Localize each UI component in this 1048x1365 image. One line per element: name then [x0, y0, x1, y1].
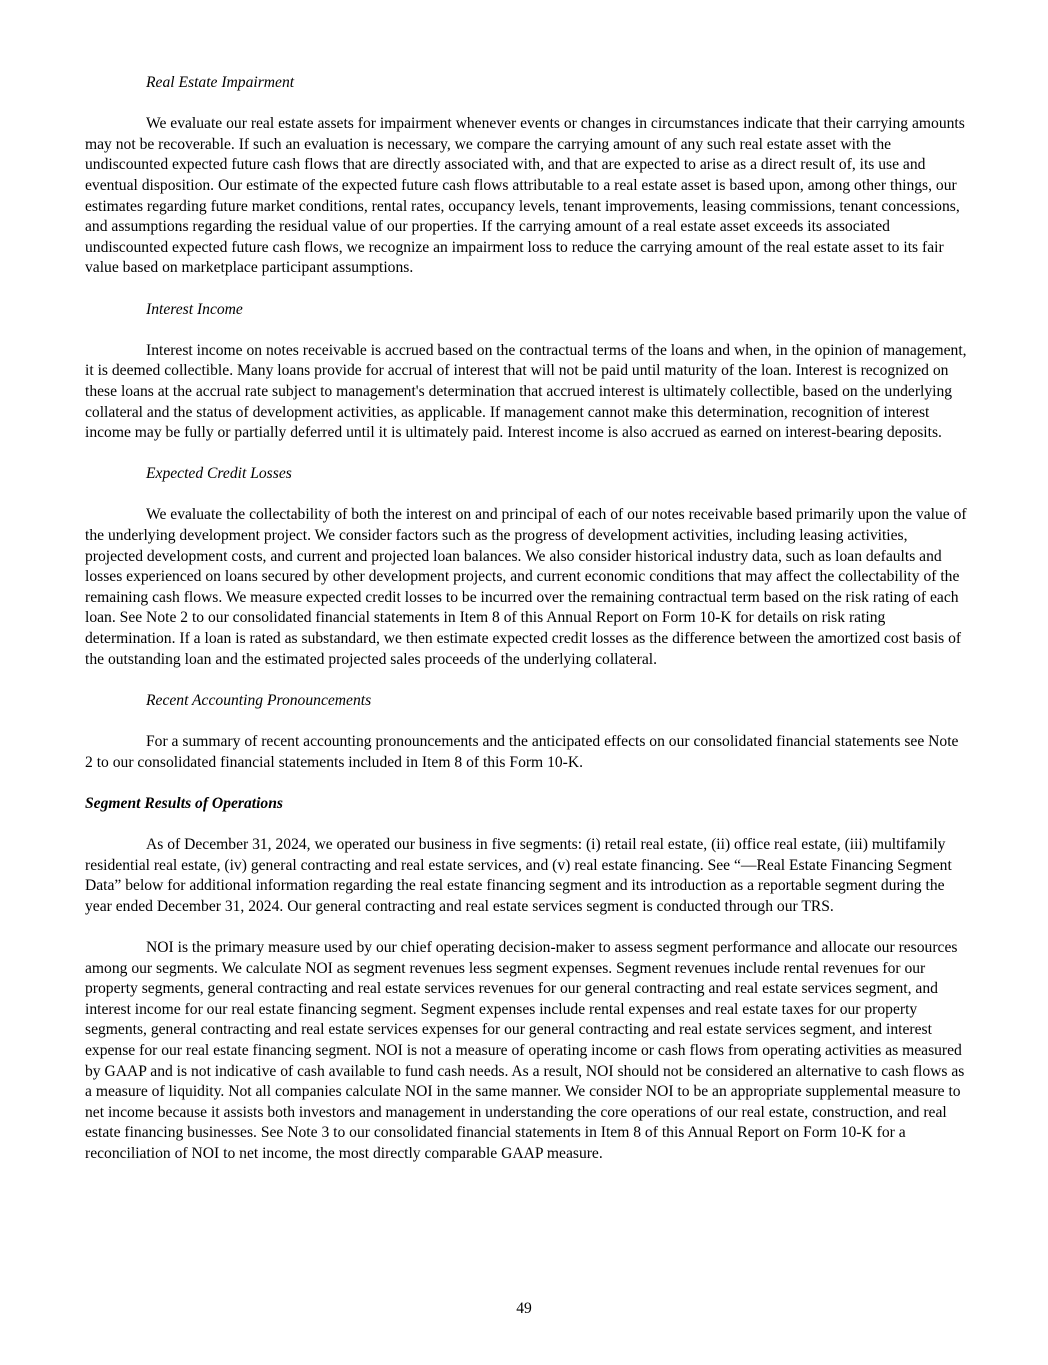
- page-number: 49: [516, 1300, 532, 1317]
- paragraph-noi-definition: NOI is the primary measure used by our chief operating decision-maker to assess segment performance and allocate our resources among our segments. We calculate NOI as segment revenues less segment expenses. Segment revenues include rental revenues for our property segments, general contracting and real estate services revenues for our general contracting and real estate services segment, and interest income for our real estate financing segment. Segment expenses include rental expenses and real estate taxes for our property segments, general contracting and real estate services expenses for our general contracting and real estate services segment, and interest expense for our real estate financing segment. NOI is not a measure of operating income or cash flows from operating activities as measured by GAAP and is not indicative of cash available to fund cash needs. As a result, NOI should not be considered an alternative to cash flows as a measure of liquidity. Not all companies calculate NOI in the same manner. We consider NOI to be an appropriate supplemental measure to net income because it assists both investors and management in understanding the core operations of our real estate, construction, and real estate financing businesses. See Note 3 to our consolidated financial statements in Item 8 of this Annual Report on Form 10-K for a reconciliation of NOI to net income, the most directly comparable GAAP measure.: [85, 938, 965, 1162]
- heading-expected-credit-losses: Expected Credit Losses: [146, 465, 292, 483]
- document-page: [85, 73, 967, 1185]
- heading-segment-results: Segment Results of Operations: [85, 794, 283, 812]
- heading-real-estate-impairment: Real Estate Impairment: [146, 74, 295, 91]
- paragraph-expected-credit-losses: We evaluate the collectability of both the interest on and principal of each of our notes receivable based primarily upon the value of the underlying development project. We consider factors such as the progress of development activities, including leasing activities, projected development costs, and current and projected loan balances. We also consider historical industry data, such as loan defaults and losses experienced on loans secured by other development projects, and current economic conditions that may affect the collectability of the remaining cash flows. We measure expected credit losses to be incurred over the remaining contractual term based on the risk rating of each loan. See Note 2 to our consolidated financial statements in Item 8 of this Annual Report on Form 10-K for details on risk rating determination. If a loan is rated as substandard, we then estimate expected credit losses as the difference between the amortized cost basis of the outstanding loan and the estimated projected sales proceeds of the underlying collateral.: [85, 506, 967, 668]
- paragraph-interest-income: Interest income on notes receivable is accrued based on the contractual terms of the loans and when, in the opinion of management, it is deemed collectible. Many loans provide for accrual of interest that will not be paid until maturity of the loan. Interest is recognized on these loans at the accrual rate subject to management's determination that accrued interest is ultimately collectible, based on the underlying collateral and the status of development activities, as applicable. If management cannot make this determination, recognition of interest income may be fully or partially deferred until it is ultimately paid. Interest income is also accrued as earned on interest-bearing deposits.: [85, 341, 967, 442]
- paragraph-real-estate-impairment: We evaluate our real estate assets for impairment whenever events or changes in circumstances indicate that their carrying amounts may not be recoverable. If such an evaluation is necessary, we compare the carrying amount of any such real estate asset with the undiscounted expected future cash flows that are directly associated with, and that are expected to arise as a direct result of, its use and eventual disposition. Our estimate of the expected future cash flows attributable to a real estate asset is based upon, among other things, our estimates regarding future market conditions, rental rates, occupancy levels, tenant improvements, leasing commissions, tenant concessions, and assumptions regarding the residual value of our properties. If the carrying amount of a real estate asset exceeds its associated undiscounted expected future cash flows, we recognize an impairment loss to reduce the carrying amount of the real estate asset to its fair value based on marketplace participant assumptions.: [85, 115, 965, 277]
- paragraph-segments-overview: As of December 31, 2024, we operated our business in five segments: (i) retail real estate, (ii) office real estate, (iii) multifamily residential real estate, (iv) general contracting and real estate services, and (v) real estate financing. See “—Real Estate Financing Segment Data” below for additional information regarding the real estate financing segment and its introduction as a reportable segment during the year ended December 31, 2024. Our general contracting and real estate services segment is conducted through our TRS.: [85, 835, 952, 915]
- heading-interest-income: Interest Income: [146, 300, 243, 318]
- paragraph-recent-accounting-pronouncements: For a summary of recent accounting pronouncements and the anticipated effects on our consolidated financial statements see Note 2 to our consolidated financial statements included in Item 8 of this Form 10-K.: [85, 733, 959, 771]
- heading-recent-accounting-pronouncements: Recent Accounting Pronouncements: [146, 691, 372, 709]
